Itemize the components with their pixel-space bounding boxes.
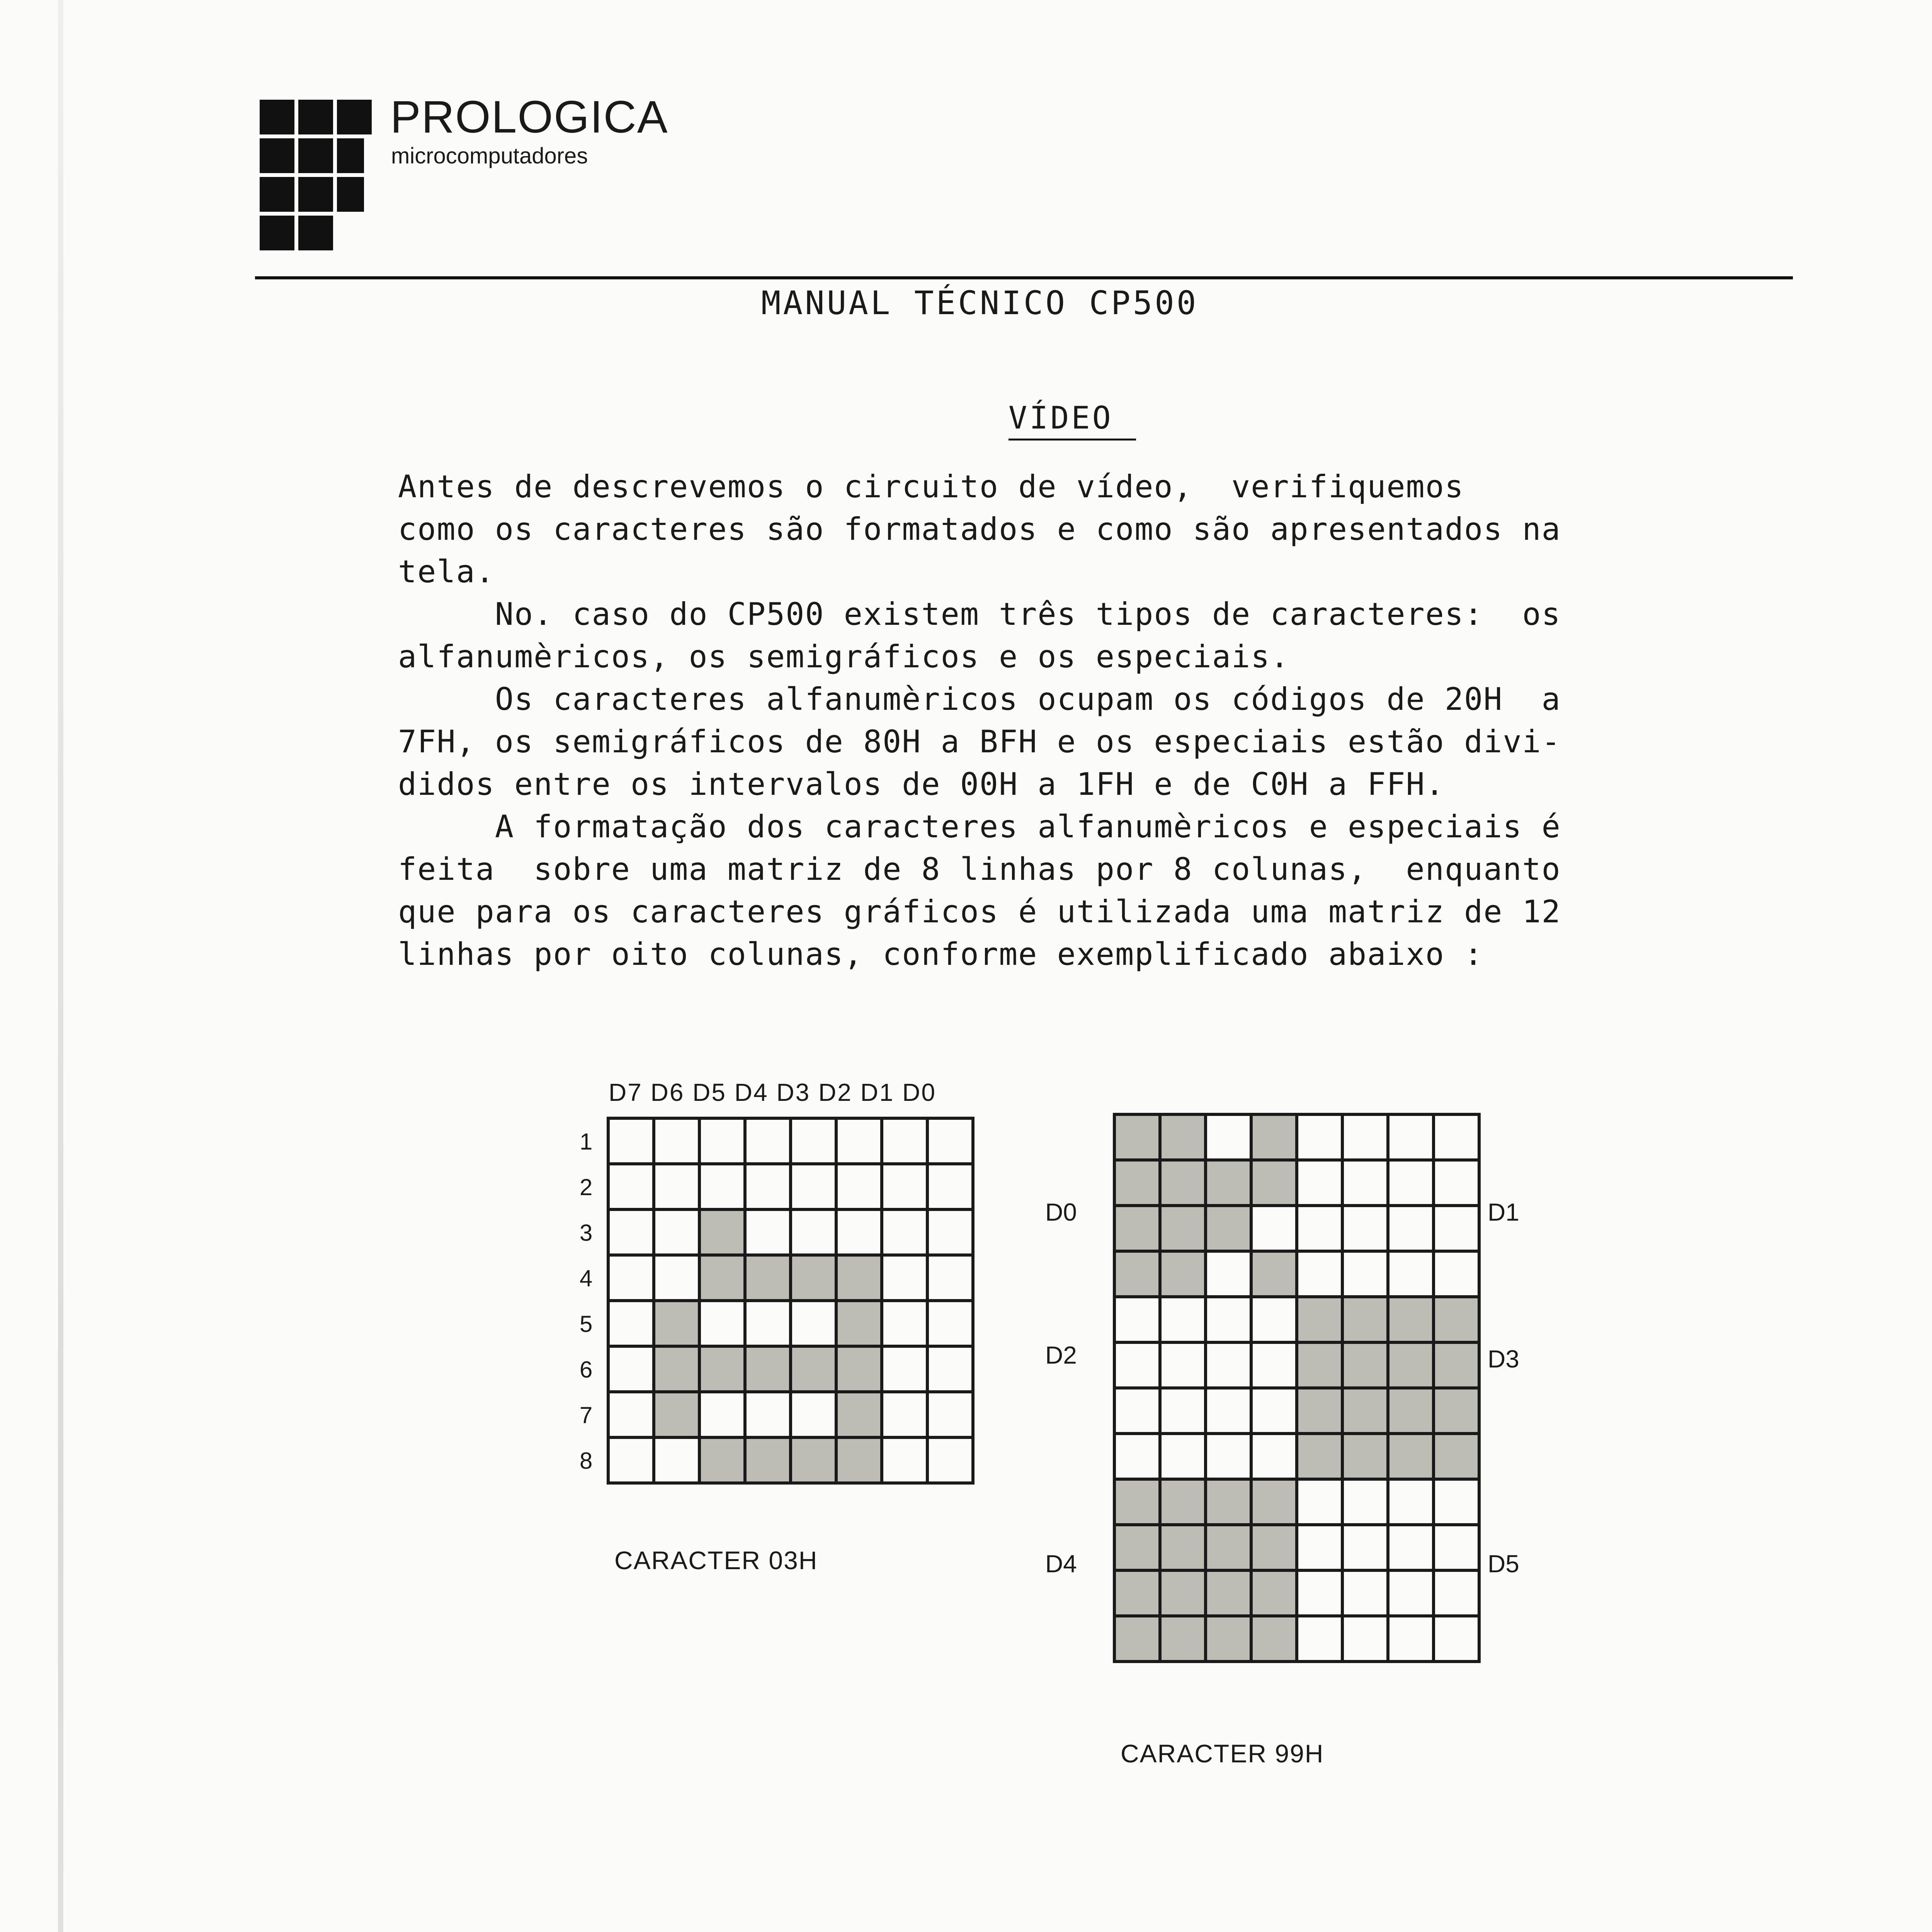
grid-cell <box>1434 1570 1479 1616</box>
grid-cell <box>654 1437 699 1483</box>
grid-cell-shaded <box>1251 1114 1297 1160</box>
grid-cell-shaded <box>1251 1616 1297 1662</box>
grid-cell-shaded <box>1114 1479 1160 1525</box>
text-line: como os caracteres são formatados e como são apresentados na <box>398 511 1561 547</box>
grid-cell <box>1114 1297 1160 1342</box>
caption-character-99h: CARACTER 99H <box>1121 1739 1324 1768</box>
grid-cell-shaded <box>836 1255 882 1301</box>
character-03h-grid <box>607 1117 978 1488</box>
grid-cell <box>608 1437 654 1483</box>
grid-cell <box>836 1118 882 1164</box>
grid-cell <box>882 1346 927 1392</box>
grid-cell-shaded <box>836 1301 882 1346</box>
grid-cell <box>1342 1525 1388 1570</box>
grid-cell <box>608 1346 654 1392</box>
grid-cell <box>927 1164 973 1209</box>
grid-cell <box>1342 1114 1388 1160</box>
text-line: Antes de descrevemos o circuito de vídeo, verifiquemos <box>398 469 1464 505</box>
text-line: A formatação dos caracteres alfanumèricos e especiais é <box>398 809 1561 845</box>
scan-edge-shadow <box>58 0 63 1932</box>
grid-cell <box>1160 1297 1206 1342</box>
grid-cell <box>1434 1114 1479 1160</box>
grid-cell-shaded <box>1434 1297 1479 1342</box>
grid-cell <box>882 1164 927 1209</box>
grid-cell <box>791 1164 836 1209</box>
document-title: MANUAL TÉCNICO CP500 <box>761 284 1199 322</box>
grid-cell-shaded <box>1388 1297 1434 1342</box>
grid-cell-shaded <box>1206 1616 1251 1662</box>
grid-cell <box>1297 1206 1342 1251</box>
grid-cell-shaded <box>1297 1388 1342 1434</box>
text-line: alfanumèricos, os semigráficos e os especiais. <box>398 639 1290 675</box>
grid-cell <box>882 1209 927 1255</box>
grid-cell <box>1114 1342 1160 1388</box>
label-d3: D3 <box>1488 1345 1519 1373</box>
grid-cell <box>745 1301 791 1346</box>
grid-cell <box>927 1255 973 1301</box>
intro-paragraph <box>398 466 1561 976</box>
grid-cell <box>927 1301 973 1346</box>
grid-cell <box>791 1301 836 1346</box>
grid-cell <box>654 1118 699 1164</box>
grid-cell-shaded <box>1434 1388 1479 1434</box>
grid-cell-shaded <box>1251 1251 1297 1297</box>
grid-cell <box>1342 1479 1388 1525</box>
brand-subtitle: microcomputadores <box>391 143 588 168</box>
grid-cell <box>1297 1616 1342 1662</box>
grid-cell-shaded <box>1114 1616 1160 1662</box>
header-rule <box>255 276 1793 279</box>
caption-character-03h: CARACTER 03H <box>614 1546 818 1575</box>
text-line: Os caracteres alfanumèricos ocupam os códigos de 20H a <box>398 681 1561 717</box>
grid-cell <box>927 1346 973 1392</box>
grid-cell-shaded <box>1388 1388 1434 1434</box>
grid-cell <box>699 1164 745 1209</box>
grid-cell <box>927 1118 973 1164</box>
grid-cell-shaded <box>1206 1525 1251 1570</box>
grid-cell <box>1114 1388 1160 1434</box>
row-label: 5 <box>580 1311 593 1337</box>
grid-cell <box>882 1301 927 1346</box>
grid-cell <box>608 1209 654 1255</box>
grid-cell <box>699 1301 745 1346</box>
grid-cell-shaded <box>1251 1160 1297 1206</box>
grid-cell <box>1160 1388 1206 1434</box>
grid-cell <box>1297 1160 1342 1206</box>
grid-cell-shaded <box>1206 1160 1251 1206</box>
grid-cell <box>608 1255 654 1301</box>
grid-cell <box>1434 1525 1479 1570</box>
grid-cell-shaded <box>1160 1160 1206 1206</box>
grid-cell-shaded <box>1114 1160 1160 1206</box>
grid-cell <box>791 1209 836 1255</box>
grid-cell <box>1297 1114 1342 1160</box>
grid-cell-shaded <box>1251 1525 1297 1570</box>
grid-cell-shaded <box>1160 1570 1206 1616</box>
grid-cell <box>608 1118 654 1164</box>
grid-cell <box>1342 1206 1388 1251</box>
grid-cell-shaded <box>1342 1342 1388 1388</box>
grid-cell <box>1434 1251 1479 1297</box>
grid-cell-shaded <box>1114 1570 1160 1616</box>
figure-left-column-headers: D7 D6 D5 D4 D3 D2 D1 D0 <box>609 1078 936 1106</box>
grid-cell-shaded <box>1434 1342 1479 1388</box>
grid-cell-shaded <box>699 1209 745 1255</box>
grid-cell <box>608 1392 654 1437</box>
text-line: linhas por oito colunas, conforme exemplificado abaixo : <box>398 936 1484 972</box>
label-d1: D1 <box>1488 1198 1519 1226</box>
grid-cell-shaded <box>1251 1570 1297 1616</box>
grid-cell <box>1206 1251 1251 1297</box>
label-d0: D0 <box>1045 1198 1077 1226</box>
grid-cell <box>1434 1160 1479 1206</box>
grid-cell <box>1342 1160 1388 1206</box>
grid-cell <box>608 1301 654 1346</box>
grid-cell-shaded <box>836 1392 882 1437</box>
grid-cell-shaded <box>1388 1434 1434 1479</box>
grid-cell <box>1388 1114 1434 1160</box>
grid-cell-shaded <box>699 1255 745 1301</box>
grid-cell <box>654 1209 699 1255</box>
grid-cell <box>1388 1160 1434 1206</box>
section-title: VÍDEO <box>1009 400 1113 436</box>
grid-cell <box>1297 1570 1342 1616</box>
grid-cell-shaded <box>1114 1114 1160 1160</box>
grid-cell-shaded <box>1388 1342 1434 1388</box>
grid-cell <box>699 1118 745 1164</box>
grid-cell-shaded <box>1206 1206 1251 1251</box>
grid-cell <box>654 1255 699 1301</box>
grid-cell-shaded <box>1251 1479 1297 1525</box>
grid-cell <box>927 1392 973 1437</box>
grid-cell-shaded <box>1342 1388 1388 1434</box>
grid-cell-shaded <box>1434 1434 1479 1479</box>
row-label: 3 <box>580 1220 593 1246</box>
label-d4: D4 <box>1045 1550 1077 1578</box>
grid-cell <box>1388 1479 1434 1525</box>
grid-cell <box>1160 1342 1206 1388</box>
grid-cell-shaded <box>1160 1616 1206 1662</box>
grid-cell-shaded <box>745 1437 791 1483</box>
grid-cell-shaded <box>699 1346 745 1392</box>
grid-cell-shaded <box>836 1346 882 1392</box>
grid-cell-shaded <box>745 1255 791 1301</box>
grid-cell <box>745 1392 791 1437</box>
grid-cell-shaded <box>1114 1251 1160 1297</box>
grid-cell <box>1251 1297 1297 1342</box>
grid-cell-shaded <box>1206 1570 1251 1616</box>
grid-cell-shaded <box>1297 1297 1342 1342</box>
grid-cell <box>882 1437 927 1483</box>
prologica-logo <box>260 100 341 262</box>
grid-cell <box>1342 1251 1388 1297</box>
grid-cell-shaded <box>1297 1342 1342 1388</box>
grid-cell-shaded <box>1160 1525 1206 1570</box>
row-label: 1 <box>580 1129 593 1155</box>
text-line: feita sobre uma matriz de 8 linhas por 8 colunas, enquanto <box>398 851 1561 887</box>
grid-cell <box>1251 1434 1297 1479</box>
grid-cell-shaded <box>1297 1434 1342 1479</box>
grid-cell <box>1251 1342 1297 1388</box>
grid-cell <box>1388 1525 1434 1570</box>
brand-name: PROLOGICA <box>390 92 668 143</box>
grid-cell <box>1206 1114 1251 1160</box>
grid-cell <box>1251 1388 1297 1434</box>
grid-cell <box>1297 1525 1342 1570</box>
grid-cell-shaded <box>1114 1525 1160 1570</box>
character-99h-grid <box>1113 1113 1484 1669</box>
grid-cell <box>836 1164 882 1209</box>
grid-cell <box>1297 1251 1342 1297</box>
grid-cell-shaded <box>699 1437 745 1483</box>
grid-cell-shaded <box>791 1437 836 1483</box>
text-line: que para os caracteres gráficos é utilizada uma matriz de 12 <box>398 894 1561 930</box>
grid-cell-shaded <box>654 1346 699 1392</box>
row-label: 8 <box>580 1448 593 1474</box>
grid-cell <box>608 1164 654 1209</box>
grid-cell <box>1206 1434 1251 1479</box>
grid-cell <box>836 1209 882 1255</box>
grid-cell <box>791 1118 836 1164</box>
section-title-underline <box>1009 439 1136 440</box>
grid-cell <box>791 1392 836 1437</box>
grid-cell <box>882 1255 927 1301</box>
grid-cell <box>1206 1342 1251 1388</box>
grid-cell-shaded <box>1342 1297 1388 1342</box>
grid-cell <box>1434 1479 1479 1525</box>
label-d2: D2 <box>1045 1341 1077 1369</box>
grid-cell-shaded <box>791 1255 836 1301</box>
grid-cell <box>882 1118 927 1164</box>
row-label: 7 <box>580 1402 593 1428</box>
text-line: didos entre os intervalos de 00H a 1FH e de C0H a FFH. <box>398 766 1445 802</box>
grid-cell-shaded <box>1114 1206 1160 1251</box>
grid-cell <box>1434 1206 1479 1251</box>
grid-cell <box>1342 1570 1388 1616</box>
grid-cell <box>927 1437 973 1483</box>
grid-cell <box>745 1164 791 1209</box>
grid-cell-shaded <box>836 1437 882 1483</box>
grid-cell <box>699 1392 745 1437</box>
text-line: tela. <box>398 554 495 590</box>
grid-cell-shaded <box>1160 1114 1206 1160</box>
grid-cell <box>1388 1251 1434 1297</box>
grid-cell <box>1160 1434 1206 1479</box>
grid-cell-shaded <box>1160 1206 1206 1251</box>
row-label: 2 <box>580 1174 593 1200</box>
grid-cell-shaded <box>791 1346 836 1392</box>
grid-cell <box>1206 1297 1251 1342</box>
text-line: 7FH, os semigráficos de 80H a BFH e os especiais estão divi- <box>398 724 1561 760</box>
grid-cell-shaded <box>1160 1251 1206 1297</box>
grid-cell <box>1434 1616 1479 1662</box>
row-label: 4 <box>580 1265 593 1291</box>
grid-cell-shaded <box>654 1392 699 1437</box>
grid-cell <box>1297 1479 1342 1525</box>
grid-cell <box>1388 1616 1434 1662</box>
grid-cell <box>654 1164 699 1209</box>
label-d5: D5 <box>1488 1550 1519 1578</box>
row-label: 6 <box>580 1357 593 1383</box>
grid-cell <box>745 1209 791 1255</box>
grid-cell <box>1388 1206 1434 1251</box>
grid-cell <box>882 1392 927 1437</box>
grid-cell <box>1206 1388 1251 1434</box>
grid-cell-shaded <box>1342 1434 1388 1479</box>
text-line: No. caso do CP500 existem três tipos de caracteres: os <box>398 596 1561 632</box>
grid-cell <box>745 1118 791 1164</box>
grid-cell <box>1251 1206 1297 1251</box>
grid-cell <box>1342 1616 1388 1662</box>
grid-cell-shaded <box>745 1346 791 1392</box>
grid-cell-shaded <box>1160 1479 1206 1525</box>
grid-cell-shaded <box>654 1301 699 1346</box>
grid-cell <box>1388 1570 1434 1616</box>
grid-cell <box>927 1209 973 1255</box>
grid-cell-shaded <box>1206 1479 1251 1525</box>
grid-cell <box>1114 1434 1160 1479</box>
